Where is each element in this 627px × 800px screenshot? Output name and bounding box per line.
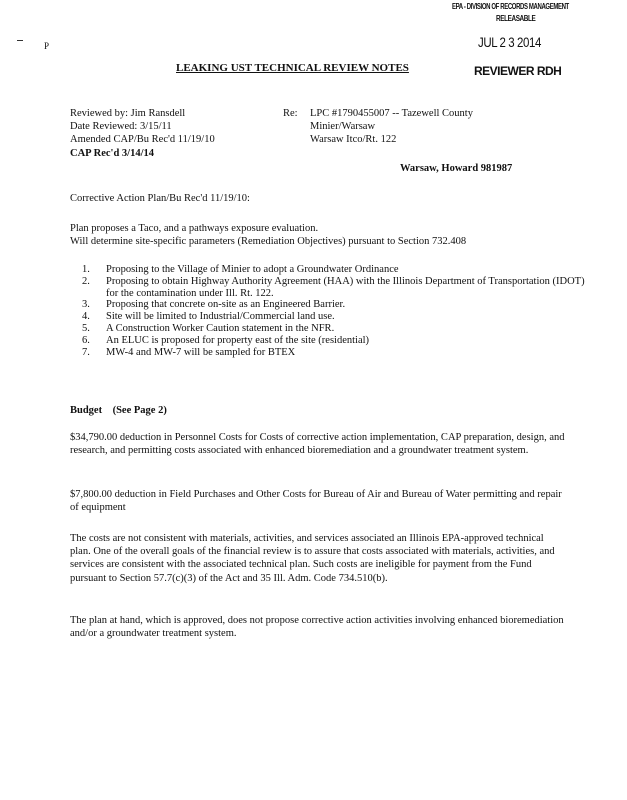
intro-line: Plan proposes a Taco, and a pathways exposure evaluation. [70, 223, 319, 234]
list-item [82, 311, 586, 323]
lpc-number: LPC #1790455007 -- Tazewell County [310, 108, 473, 119]
reviewer-stamp: REVIEWER RDH [474, 64, 562, 78]
reviewed-by: Reviewed by: Jim Ransdell [70, 108, 186, 119]
list-item-text: Proposing that concrete on-site as an Engineered Barrier. [106, 299, 346, 311]
margin-mark: P [44, 41, 50, 51]
amended-cap: Amended CAP/Bu Rec'd 11/19/10 [70, 134, 215, 145]
list-item [82, 264, 586, 276]
list-item-number: 4. [82, 311, 90, 323]
list-item [82, 299, 586, 311]
list-item-text: A Construction Worker Caution statement in the NFR. [106, 322, 335, 334]
budget-paragraph: The costs are not consistent with materials, activities, and services associated an Illinois EPA-approved technical plan. One of the overall goals of the financial review is to assure that costs associated with materials, activities, and services are consistent with the associated technical plan. Such costs are ineligible for payment from the Fund pursuant to Section 57.7(c)(3) of the Act and 35 Ill. Adm. Code 734.510(b). [70, 533, 555, 584]
intro-line: Will determine site-specific parameters (Remediation Objectives) pursuant to Section 732.408 [70, 236, 467, 247]
records-stamp-date: JUL 2 3 2014 [478, 34, 541, 50]
proposal-list [82, 264, 586, 358]
list-item-number: 6. [82, 334, 90, 346]
budget-paragraph: The plan at hand, which is approved, does not propose corrective action activities involving enhanced bioremediation and/or a groundwater treatment system. [70, 615, 564, 640]
records-stamp-agency: EPA - DIVISION OF RECORDS MANAGEMENT [452, 2, 569, 11]
list-item [82, 323, 586, 335]
site-name: Warsaw, Howard 981987 [400, 163, 513, 174]
site-address: Warsaw Itco/Rt. 122 [310, 134, 397, 145]
list-item-text: Site will be limited to Industrial/Commercial land use. [106, 311, 335, 323]
list-item-text: Proposing to obtain Highway Authority Agreement (HAA) with the Illinois Department of Transportation (IDOT) for the contamination under Ill. Rt. 122. [106, 275, 585, 299]
section-heading: Corrective Action Plan/Bu Rec'd 11/19/10: [70, 193, 250, 204]
margin-dash [17, 40, 23, 41]
list-item [82, 347, 586, 359]
list-item-text: Proposing to the Village of Minier to adopt a Groundwater Ordinance [106, 264, 399, 275]
site-location: Minier/Warsaw [310, 121, 376, 132]
cap-received: CAP Rec'd 3/14/14 [70, 148, 154, 159]
page-title: LEAKING UST TECHNICAL REVIEW NOTES [176, 62, 409, 74]
list-item-number: 2. [82, 275, 90, 287]
re-label: Re: [283, 108, 298, 119]
list-item-text: An ELUC is proposed for property east of the site (residential) [106, 334, 370, 346]
list-item [82, 335, 586, 347]
budget-paragraph: $34,790.00 deduction in Personnel Costs for Costs of corrective action implementation, CAP preparation, design, and research, and permitting costs associated with enhanced bioremediation and a groundwater treatment system. [70, 432, 565, 457]
records-stamp-status: RELEASABLE [496, 14, 536, 23]
budget-heading: Budget (See Page 2) [70, 405, 167, 416]
list-item-number: 7. [82, 346, 90, 358]
budget-paragraph: $7,800.00 deduction in Field Purchases and Other Costs for Bureau of Air and Bureau of Water permitting and repair of equipment [70, 489, 562, 514]
date-reviewed: Date Reviewed: 3/15/11 [70, 121, 172, 132]
list-item-number: 1. [82, 264, 90, 275]
list-item-text: MW-4 and MW-7 will be sampled for BTEX [106, 346, 296, 358]
list-item [82, 276, 586, 300]
list-item-number: 5. [82, 322, 90, 334]
list-item-number: 3. [82, 299, 90, 311]
